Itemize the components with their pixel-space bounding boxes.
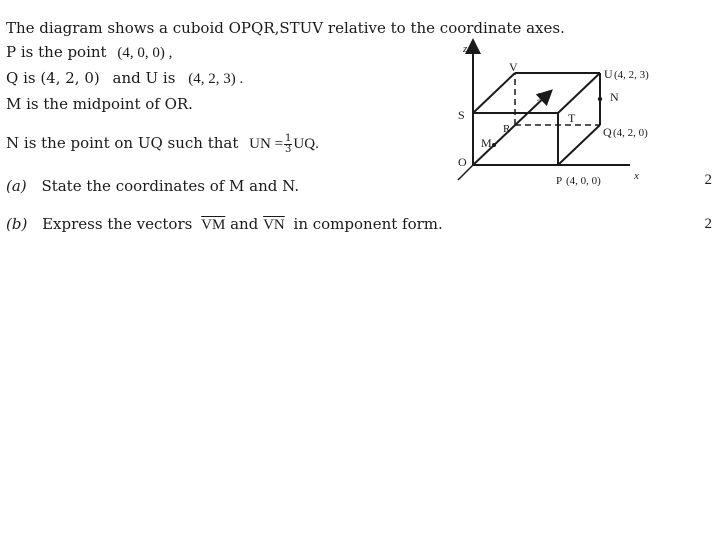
p-coord: (4, 0, 0) xyxy=(566,175,601,187)
u-value: (4, 2, 3) . xyxy=(188,71,244,87)
y-label: y xyxy=(538,89,543,101)
part-b-label: (b) xyxy=(6,215,28,233)
x-label: x xyxy=(634,170,639,182)
n-rhs: UQ. xyxy=(293,136,319,152)
part-b-pre: Express the vectors xyxy=(42,215,193,233)
fraction-denominator: 3 xyxy=(285,143,292,155)
q-coord: (4, 2, 0) xyxy=(613,127,648,139)
point-m-dot xyxy=(492,143,496,147)
vector-vm: $\overline{VM}$ xyxy=(201,217,226,233)
p-value: (4, 0, 0) , xyxy=(117,45,173,61)
part-b-mid: and xyxy=(230,215,259,233)
point-n-dot xyxy=(598,97,602,101)
v-label: V xyxy=(509,60,518,74)
q-mid: and U is xyxy=(112,69,176,87)
r-label: R xyxy=(503,123,511,135)
part-b-marks: 2 xyxy=(704,216,712,232)
edge-pq xyxy=(558,125,600,165)
n-label: N xyxy=(610,90,619,104)
u-label: U xyxy=(604,67,613,81)
p-label: P xyxy=(556,175,563,187)
intro-text: The diagram shows a cuboid OPQR,STUV relative to the coordinate axes. xyxy=(6,19,565,37)
s-label: S xyxy=(458,108,465,122)
vector-vn: $\overline{VN}$ xyxy=(263,217,285,233)
n-prefix: N is the point on UQ such that xyxy=(6,134,239,152)
q-prefix: Q is (4, 2, 0) xyxy=(6,69,100,87)
m-label: M xyxy=(481,136,492,150)
o-label: O xyxy=(458,155,467,169)
part-b-post: in component form. xyxy=(293,215,443,233)
edge-sv xyxy=(473,73,515,113)
m-text: M is the midpoint of OR. xyxy=(6,95,193,113)
q-label: Q xyxy=(603,125,612,139)
part-a-text: State the coordinates of M and N. xyxy=(41,177,300,195)
n-lhs: UN = xyxy=(249,136,284,152)
p-prefix: P is the point xyxy=(6,43,107,61)
z-label: z xyxy=(463,43,468,55)
part-a-marks: 2 xyxy=(704,172,712,188)
u-coord: (4, 2, 3) xyxy=(614,69,649,81)
part-a-label: (a) xyxy=(6,177,27,195)
t-label: T xyxy=(568,111,576,125)
fraction-numerator: 1 xyxy=(285,132,292,144)
edge-tu xyxy=(558,73,600,113)
